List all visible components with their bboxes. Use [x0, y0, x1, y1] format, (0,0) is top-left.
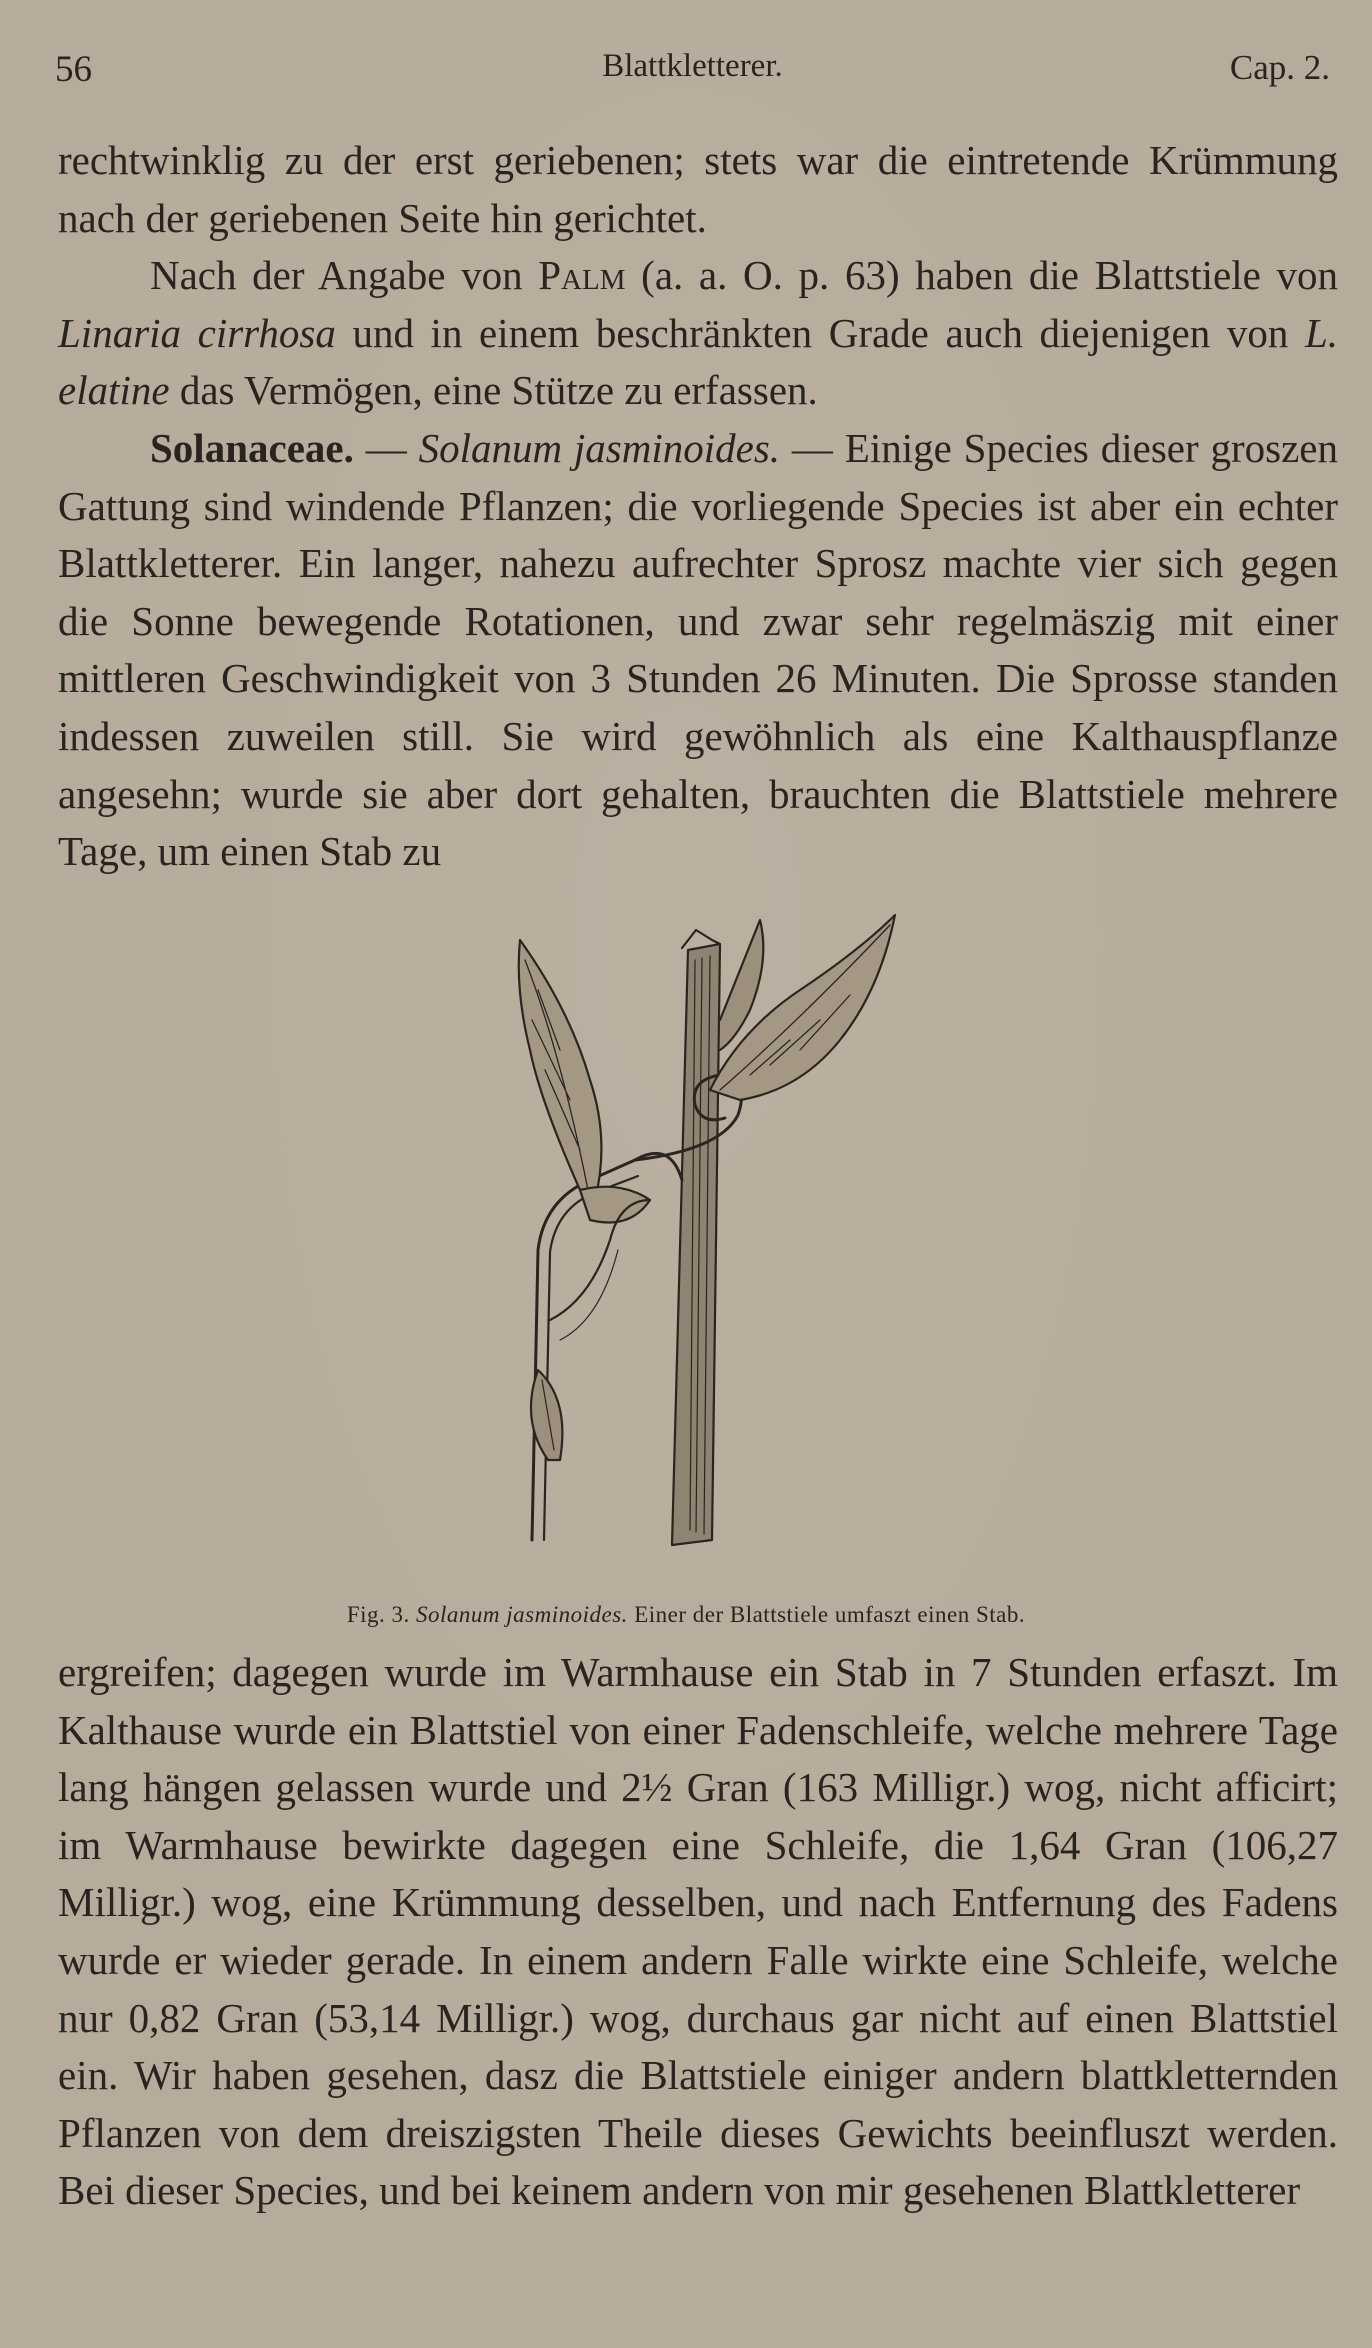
species-name: L. elatine: [58, 309, 1338, 414]
text-run: das Vermögen, eine Stütze zu erfassen.: [169, 367, 818, 414]
stake: [672, 944, 720, 1545]
text-run: und in einem beschränkten Grade auch diejenigen von: [335, 309, 1305, 356]
paragraph-continuation: rechtwinklig zu der erst geriebenen; stets war die eintretende Krümmung nach der geriebenen Seite hin gerichtet.: [58, 137, 1338, 241]
page-number: 56: [55, 49, 92, 90]
figure-caption-text: Einer der Blattstiele umfaszt einen Stab.: [634, 1602, 1026, 1627]
species-name: Linaria cirrhosa: [58, 309, 336, 356]
text-run: Nach der Angabe von: [150, 252, 539, 299]
page-header: [55, 48, 1330, 96]
family-heading: Solanaceae.: [150, 424, 354, 471]
leaf-small: [580, 1187, 650, 1223]
species-name: Solanum jasminoides.: [418, 424, 781, 471]
leaf-bud: [531, 1370, 562, 1460]
text-block-top: [58, 132, 1338, 881]
text-run: (a. a. O. p. 63) haben die Blattstiele von: [625, 252, 1338, 299]
text-run: — Einige Species dieser groszen Gattung sind windende Pflanzen; die vorliegende Species ist aber ein echter Blattkletterer. Ein langer, nahezu aufrechter Sprosz machte vier sich gegen die Sonne bewegende Rotationen, und zwar sehr regelmäszig mit einer mittleren Geschwindigkeit von 3 Stunden 26 Minuten. Die Sprosse standen indessen zuweilen still. Sie wird gewöhnlich als eine Kalthauspflanze angesehn; wurde sie aber dort gehalten, brauchten die Blattstiele mehrere Tage, um einen Stab zu: [58, 424, 1338, 875]
figure-label: Fig. 3.: [346, 1602, 410, 1627]
author-name: Palm: [538, 252, 626, 299]
paragraph-solanaceae: [58, 420, 1338, 881]
paragraph-palm: [58, 247, 1338, 420]
figure-caption: [0, 1602, 1372, 1628]
chapter-label: Cap. 2.: [1229, 48, 1330, 87]
text-block-bottom: [58, 1644, 1338, 2220]
text-run: —: [353, 424, 419, 471]
figure-illustration: [420, 900, 980, 1600]
paragraph-continuation: ergreifen; dagegen wurde im Warmhause ein Stab in 7 Stunden erfaszt. Im Kalthause wurde ein Blattstiel von einer Fadenschleife, welche mehrere Tage lang hängen gelassen wurde und 2½ Gran (163 Milligr.) wog, nicht afficirt; im Warmhause bewirkte dagegen eine Schleife, die 1,64 Gran (106,27 Milligr.) wog, eine Krümmung desselben, und nach Entfernung des Fadens wurde er wieder gerade. In einem andern Falle wirkte eine Schleife, welche nur 0,82 Gran (53,14 Milligr.) wog, durchaus gar nicht auf einen Blattstiel ein. Wir haben gesehen, dasz die Blattstiele einiger andern blattkletternden Pflanzen von dem dreiszigsten Theile dieses Gewichts beeinfluszt werden. Bei dieser Species, und bei keinem andern von mir gesehenen Blattkletterer: [58, 1649, 1338, 2214]
figure-species: Solanum jasminoides.: [416, 1602, 628, 1627]
running-title: Blattkletterer.: [602, 48, 783, 84]
